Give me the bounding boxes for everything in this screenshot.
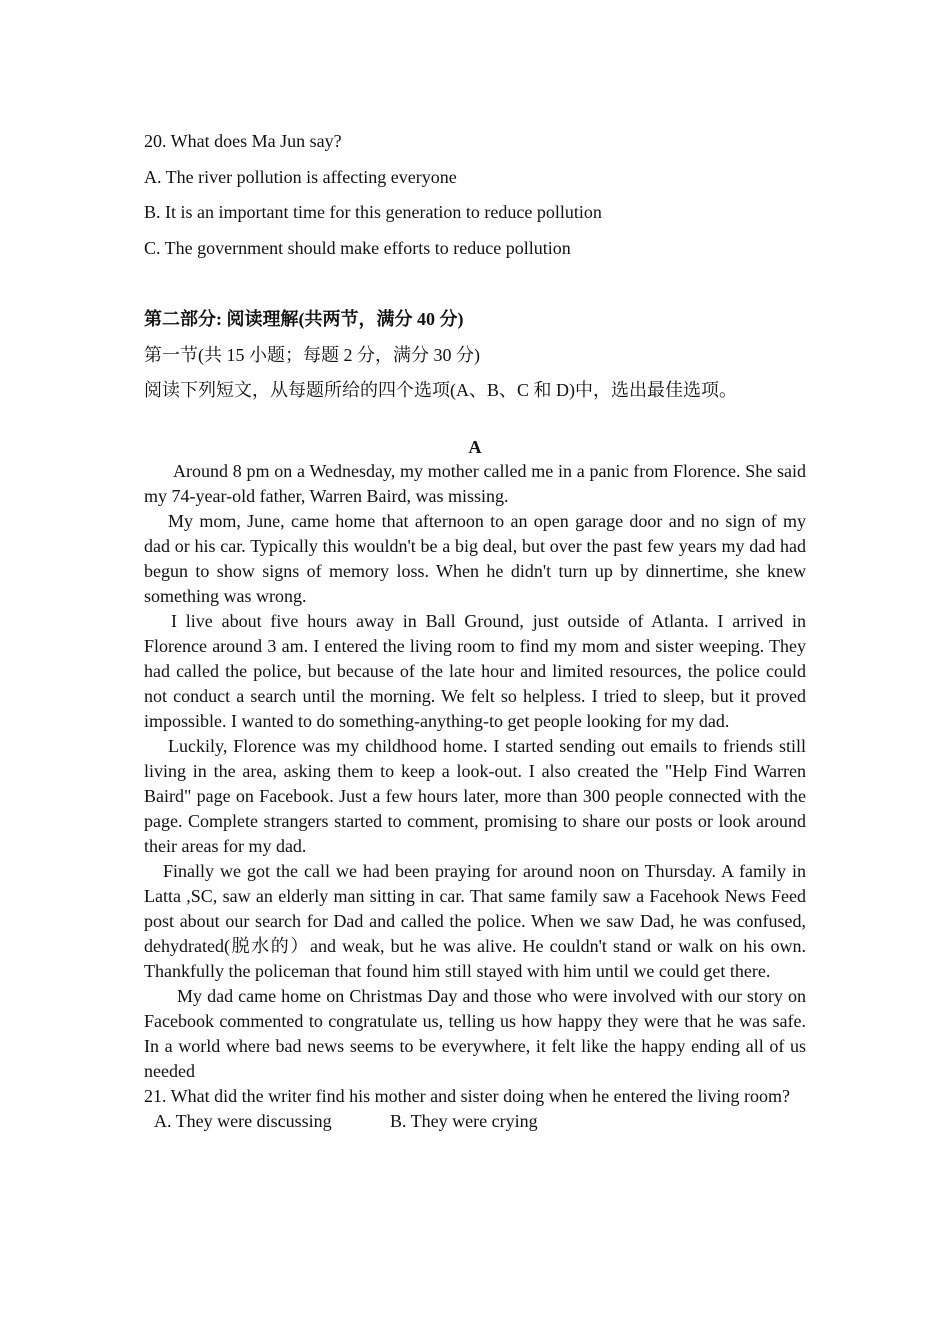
question-21-option-a: A. They were discussing	[154, 1110, 332, 1131]
question-21-option-b: B. They were crying	[390, 1110, 538, 1131]
question-21-options	[144, 1109, 806, 1134]
passage-title: A	[468, 436, 482, 457]
question-20-text: 20. What does Ma Jun say?	[144, 131, 342, 151]
question-20-option-c: C. The government should make efforts to reduce pollution	[144, 237, 571, 258]
question-20-option-b: B. It is an important time for this generation to reduce pollution	[144, 202, 602, 222]
passage-paragraph: Finally we got the call we had been praying for around noon on Thursday. A family in Latta ,SC, saw an elderly man sitting in car. That same family saw a Facehook News Feed post about our search for Dad and called the police. When we saw Dad, he was confused, dehydrated(脱水的）and weak, but he was alive. He couldn't stand or walk on his own. Thankfully the policeman that found him still stayed with him until we could get there.	[144, 860, 806, 981]
question-20-option-a: A. The river pollution is affecting everyone	[144, 166, 457, 187]
passage-paragraph: Around 8 pm on a Wednesday, my mother called me in a panic from Florence. She said my 74-year-old father, Warren Baird, was missing.	[144, 460, 806, 506]
passage-paragraph: Luckily, Florence was my childhood home. I started sending out emails to friends still living in the area, asking them to keep a look-out. I also created the "Help Find Warren Baird" page on Facebook. Just a few hours later, more than 300 people connected with the page. Complete strangers started to comment, promising to share our posts or look around their areas for my dad.	[144, 735, 806, 856]
section-instructions: 阅读下列短文，从每题所给的四个选项(A、B、C 和 D)中，选出最佳选项。	[144, 380, 737, 400]
question-20	[144, 124, 806, 266]
document-page	[144, 124, 806, 1134]
section-subheading: 第一节(共 15 小题；每题 2 分，满分 30 分)	[144, 344, 480, 365]
passage-body	[144, 459, 806, 1134]
question-21-text: 21. What did the writer find his mother and sister doing when he entered the living room?	[144, 1085, 791, 1106]
section-heading: 第二部分: 阅读理解(共两节，满分 40 分)	[144, 309, 464, 329]
section-header	[144, 302, 806, 409]
passage-paragraph: My mom, June, came home that afternoon to an open garage door and no sign of my dad or his car. Typically this wouldn't be a big deal, but over the past few years my dad had begun to show signs of memory loss. When he didn't turn up by dinnertime, she knew something was wrong.	[144, 510, 806, 606]
passage-paragraph: I live about five hours away in Ball Ground, just outside of Atlanta. I arrived in Florence around 3 am. I entered the living room to find my mom and sister weeping. They had called the police, but because of the late hour and limited resources, the police could not conduct a search until the morning. We felt so helpless. I tried to sleep, but it proved impossible. I wanted to do something-anything-to get people looking for my dad.	[144, 610, 806, 731]
passage-paragraph: My dad came home on Christmas Day and those who were involved with our story on Facebook commented to congratulate us, telling us how happy they were that he was safe. In a world where bad news seems to be everywhere, it felt like the happy ending all of us needed	[144, 985, 806, 1081]
